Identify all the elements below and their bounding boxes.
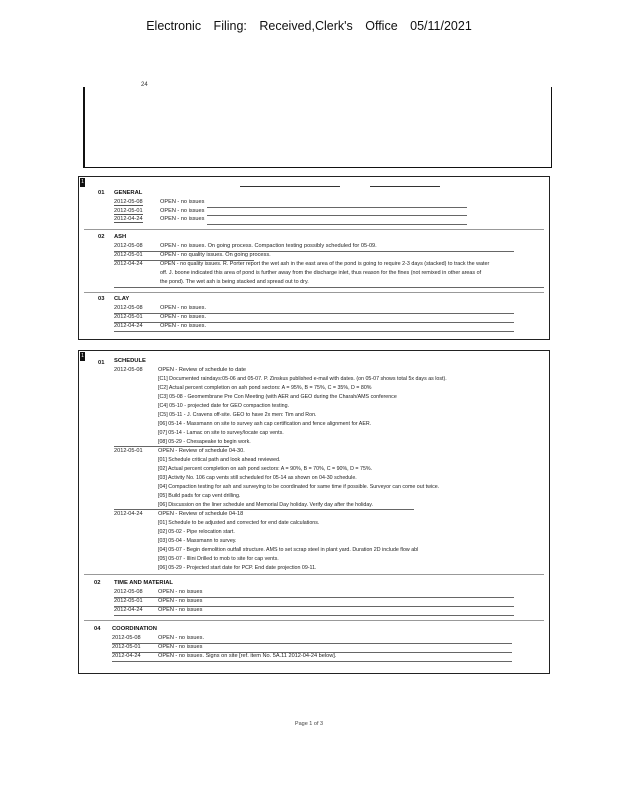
row-text: [02] 05-02 - Pipe relocation start. (158, 529, 235, 535)
row-text: [C3] 05-08 - Geomembrane Pre Con Meeting (with AER and GEO during the Charah/AMS conference (158, 394, 397, 400)
row-text: the pond). The wet ash is being stacked and spread out to dry. (160, 279, 309, 285)
rule-line (114, 313, 514, 314)
section-number: 01 (98, 360, 105, 366)
row-text: OPEN - no issues. Signs on site [ref. item No. 5A.11 2012-04-24 below]. (158, 653, 337, 659)
row-date: 2012-04-24 (112, 653, 141, 659)
row-date: 2012-05-01 (114, 598, 143, 604)
rule-line (112, 643, 512, 644)
row-text: [06] Discussion on the liner schedule and Memorial Day holiday. Verify day after the holiday. (158, 502, 374, 508)
row-text: OPEN - no issues. On going process. Compaction testing possibly scheduled for 05-09. (160, 243, 377, 249)
rule-line (207, 215, 467, 216)
row-text: OPEN - Review of schedule 04-30. (158, 448, 245, 454)
row-text: [C1] Documented raindays:05-06 and 05-07. P. Zinskus published e-mail with dates. (on 05-07 shows total 5x days as lost). (158, 376, 447, 382)
row-date: 2012-04-24 (114, 261, 143, 267)
divider (240, 186, 340, 187)
row-text: OPEN - no issues (158, 607, 203, 613)
row-text: OPEN - no quality issues. On going process. (160, 252, 271, 258)
table-marker: 1 (81, 179, 84, 185)
section-number: 01 (98, 190, 105, 196)
row-text: [02] Actual percent completion on ash pond sectors: A = 90%, B = 70%, C = 90%, D = 75%. (158, 466, 373, 472)
row-text: OPEN - no issues (158, 589, 203, 595)
section-title: CLAY (114, 296, 130, 302)
row-text: [03] 05-04 - Massmann to survey. (158, 538, 237, 544)
row-date: 2012-04-24 (114, 607, 143, 613)
row-text: OPEN - no issues. (160, 305, 207, 311)
row-text: off. J. boone indicated this area of pond is further away from the discharge inlet, thus reason for the fines (not remixed in other areas of (160, 270, 482, 276)
row-text: [07] 05-14 - Lamac on site to survey/locate cap vents. (158, 430, 284, 436)
rule-line (112, 652, 512, 653)
section-divider (84, 574, 544, 575)
row-date: 2012-05-01 (112, 644, 141, 650)
row-text: OPEN - no issues (160, 208, 205, 214)
section-title: SCHEDULE (114, 358, 146, 364)
row-date: 2012-05-08 (112, 635, 141, 641)
rule-line (114, 251, 514, 252)
section-number: 02 (98, 234, 105, 240)
row-text: [05] 05-07 - Illini Drilled to mob to site for cap vents. (158, 556, 279, 562)
row-date: 2012-05-08 (114, 589, 143, 595)
row-text: [01] Schedule critical path and look ahead reviewed. (158, 457, 281, 463)
section-title: GENERAL (114, 190, 143, 196)
row-date: 2012-05-08 (114, 367, 143, 373)
section-title: COORDINATION (112, 626, 157, 632)
rule-line (114, 260, 254, 261)
rule-line (112, 661, 512, 662)
row-date: 2012-05-01 (114, 448, 143, 454)
rule-line (114, 597, 514, 598)
row-date: 2012-04-24 (114, 323, 143, 329)
rule-line (114, 287, 544, 288)
row-text: OPEN - Review of schedule to date (158, 367, 246, 373)
row-text: OPEN - no issues. (158, 635, 205, 641)
row-text: [04] 05-07 - Begin demolition outfall structure. AMS to set scrap steel in plant yard. Duration 2D include flow abl (158, 547, 419, 553)
row-date: 2012-05-01 (114, 208, 143, 214)
rule-line (114, 322, 514, 323)
row-text: [03] Activity No. 106 cap vents still scheduled for 05-14 as shown on 04-30 schedule. (158, 475, 357, 481)
rule-line (207, 224, 467, 225)
filing-stamp: Electronic Filing: Received,Clerk's Office 05/11/2021 (146, 19, 472, 33)
continued-table-box (83, 87, 552, 168)
row-text: OPEN - no issues (160, 199, 205, 205)
row-text: OPEN - no quality issues. R. Porter report the wet ash in the east area of the pond is going to require 2-3 days (stacked) to track the water (160, 261, 490, 267)
rule-line (114, 606, 514, 607)
table-marker: 1 (81, 353, 84, 359)
row-text: [C4] 05-10 - projected date for GEO compaction testing. (158, 403, 290, 409)
row-text: OPEN - no issues. (160, 323, 207, 329)
row-text: [04] Compaction testing for ash and surveying to be coordinated for same time if possible. Surveyor can come out twice. (158, 484, 440, 490)
rule-line (114, 331, 514, 332)
rule-line (207, 207, 467, 208)
meeting-table-1 (78, 176, 550, 340)
row-text: OPEN - no issues (158, 644, 203, 650)
section-divider (84, 229, 544, 230)
row-date: 2012-05-01 (114, 314, 143, 320)
section-divider (84, 620, 544, 621)
row-date: 2012-05-08 (114, 305, 143, 311)
section-title: TIME AND MATERIAL (114, 580, 173, 586)
row-date: 2012-05-01 (114, 252, 143, 258)
row-text: [06] 05-14 - Massmann on site to survey ash cap certification and fence alignment for AER. (158, 421, 372, 427)
row-text: [06] 05-29 - Projected start date for PCP. End date projection 09-11. (158, 565, 317, 571)
rule-line (114, 509, 414, 510)
row-text: OPEN - no issues (160, 216, 205, 222)
section-divider (84, 292, 544, 293)
section-title: ASH (114, 234, 127, 240)
section-number: 04 (94, 626, 101, 632)
section-number: 03 (98, 296, 105, 302)
row-date: 2012-05-08 (114, 199, 143, 205)
row-text: [05] Build pads for cap vent drilling. (158, 493, 241, 499)
row-text: OPEN - no issues (158, 598, 203, 604)
row-text: [01] Schedule to be adjusted and corrected for end date calculations. (158, 520, 320, 526)
rule-line (114, 446, 229, 447)
row-text: [C2] Actual percent completion on ash pond sectors: A = 95%, B = 75%, C = 35%, D = 80% (158, 385, 372, 391)
row-date: 2012-04-24 (114, 511, 143, 517)
row-number: 24 (141, 82, 148, 88)
page-footer: Page 1 of 3 (294, 721, 324, 727)
row-text: OPEN - Review of schedule 04-18 (158, 511, 244, 517)
rule-line (114, 615, 514, 616)
row-date: 2012-04-24 (114, 216, 143, 222)
row-text: [C5] 05-11 - J. Cravens off-site. GEO to have 2x men: Tim and Ron. (158, 412, 317, 418)
divider (370, 186, 440, 187)
row-text: [08] 05-29 - Chesapeake to begin work. (158, 439, 251, 445)
section-number: 02 (94, 580, 101, 586)
row-text: OPEN - no issues. (160, 314, 207, 320)
row-date: 2012-05-08 (114, 243, 143, 249)
